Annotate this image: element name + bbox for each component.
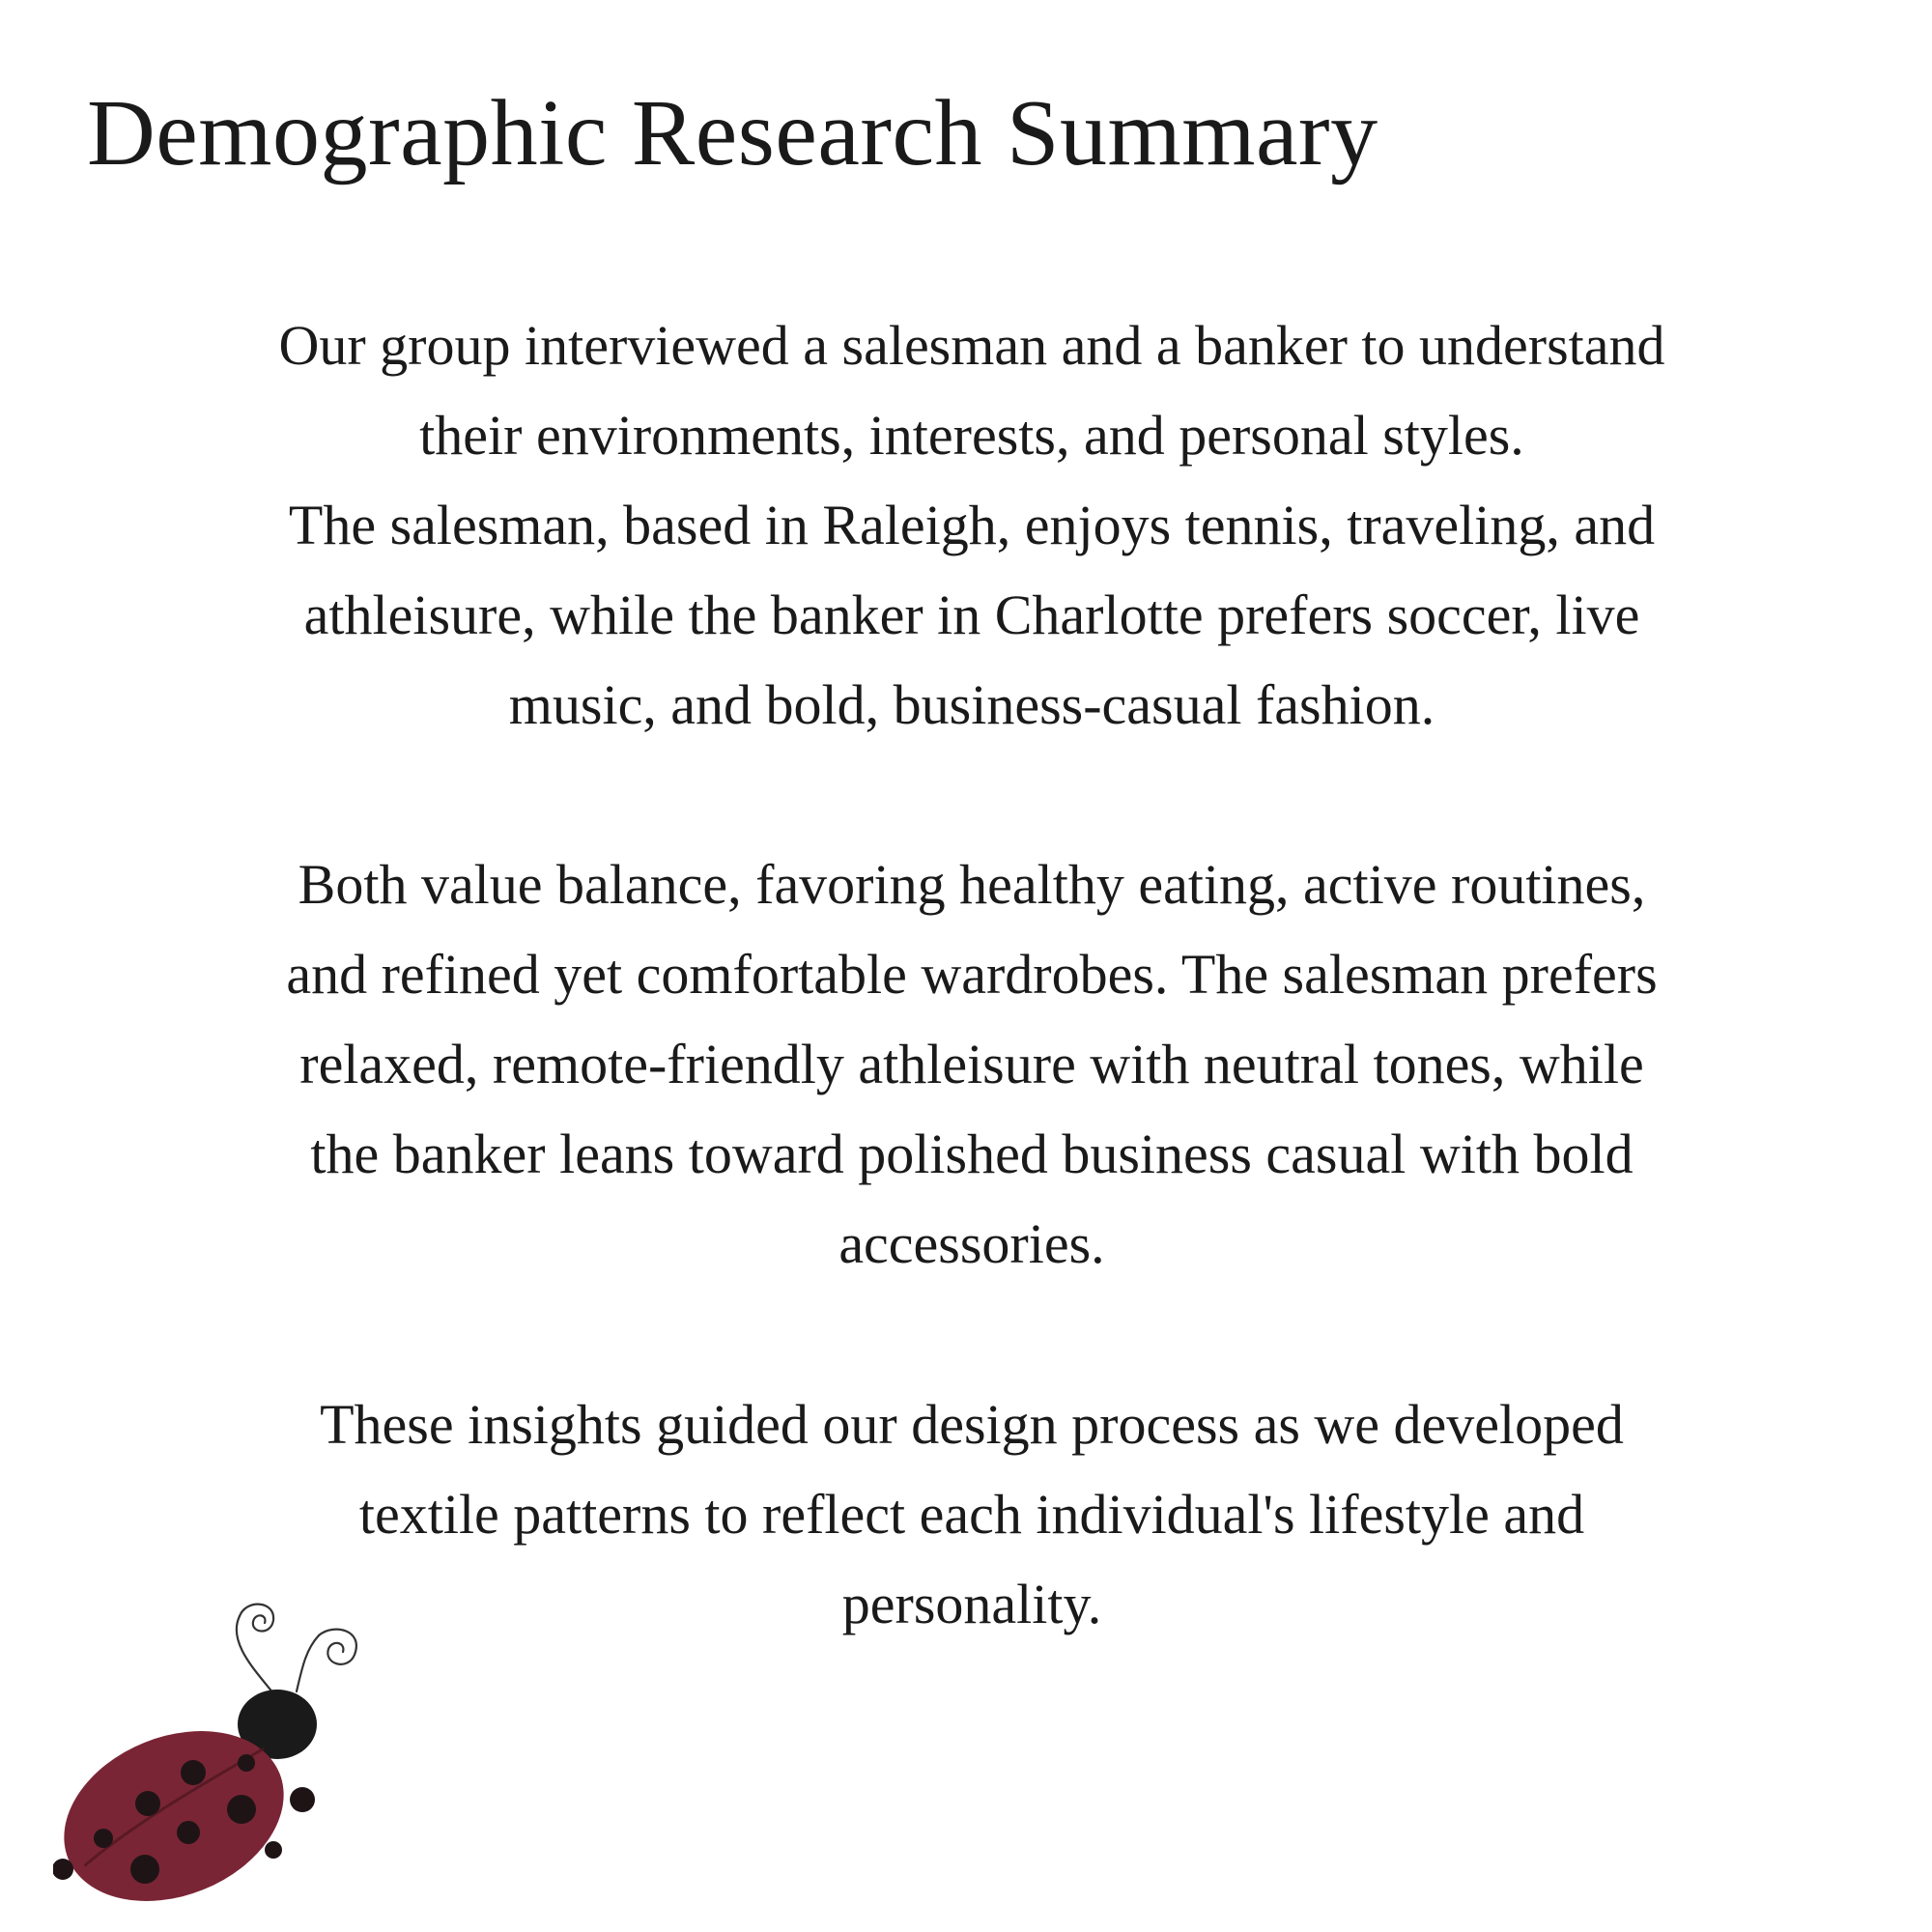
paragraph-interviews — [193, 300, 1750, 750]
text-line: personality. — [841, 1573, 1102, 1635]
page-title: Demographic Research Summary — [87, 81, 1378, 185]
paragraph-shared-values — [193, 839, 1750, 1289]
text-line: relaxed, remote-friendly athleisure with neutral tones, while — [299, 1033, 1644, 1095]
text-line: Our group interviewed a salesman and a banker to understand — [278, 314, 1665, 377]
text-line: textile patterns to reflect each individual's lifestyle and — [358, 1483, 1585, 1546]
text-line: their environments, interests, and personal styles. — [419, 404, 1524, 467]
text-line: the banker leans toward polished business casual with bold — [310, 1122, 1634, 1185]
text-line: athleisure, while the banker in Charlotte prefers soccer, live — [303, 583, 1640, 646]
text-line: and refined yet comfortable wardrobes. The salesman prefers — [286, 943, 1658, 1006]
text-line: accessories. — [838, 1212, 1105, 1275]
text-line: These insights guided our design process as we developed — [320, 1393, 1624, 1456]
ladybug-icon — [53, 1579, 386, 1903]
text-line: The salesman, based in Raleigh, enjoys tennis, traveling, and — [288, 494, 1656, 556]
text-line: music, and bold, business-casual fashion. — [508, 673, 1435, 736]
text-line: Both value balance, favoring healthy eating, active routines, — [298, 853, 1646, 916]
paragraph-insights — [193, 1379, 1750, 1649]
